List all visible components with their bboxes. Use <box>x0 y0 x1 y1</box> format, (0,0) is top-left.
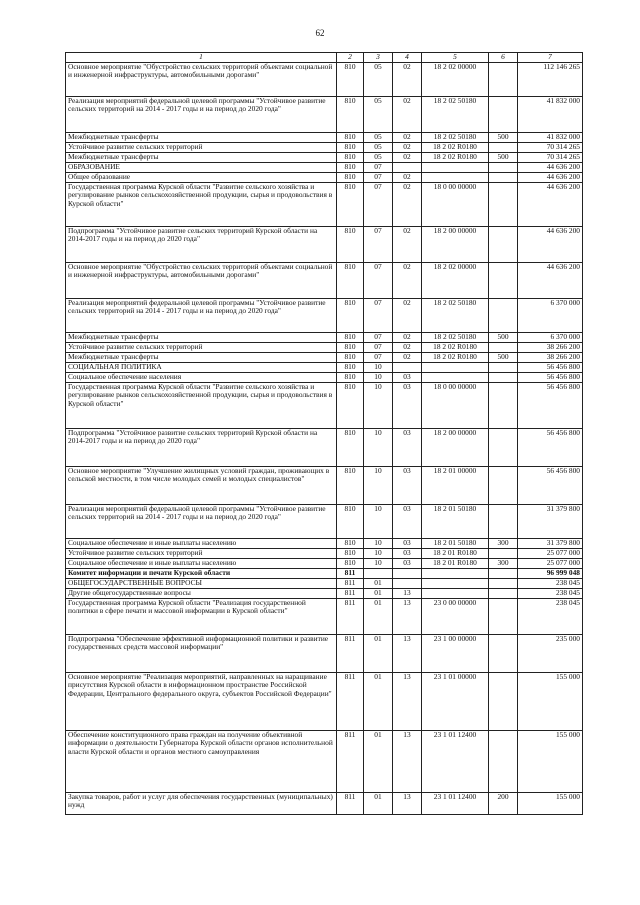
row-label: Реализация мероприятий федеральной целевой программы "Устойчивое развитие сельских территорий на 2014 - 2017 годы и на период до 2020 года" <box>66 299 337 333</box>
cell-subsection-code: 03 <box>393 373 422 383</box>
table-row <box>66 333 583 343</box>
row-label: Социальное обеспечение и иные выплаты населению <box>66 559 337 569</box>
cell-ministry-code: 810 <box>337 429 364 467</box>
cell-subsection-code <box>393 363 422 373</box>
cell-amount: 6 370 000 <box>518 299 583 333</box>
cell-target-article: 18 2 02 50180 <box>422 299 489 333</box>
cell-target-article: 23 1 01 12400 <box>422 793 489 815</box>
table-row <box>66 353 583 363</box>
cell-expense-type <box>489 263 518 299</box>
row-label: Государственная программа Курской области "Развитие сельского хозяйства и регулирование рынков сельскохозяйственной продукции, сырья и продовольствия в Курской области" <box>66 183 337 227</box>
row-label: Реализация мероприятий федеральной целевой программы "Устойчивое развитие сельских территорий на 2014 - 2017 годы и на период до 2020 года" <box>66 505 337 539</box>
cell-section-code: 07 <box>364 353 393 363</box>
cell-expense-type <box>489 343 518 353</box>
column-header: 1 <box>66 53 337 63</box>
cell-section-code: 01 <box>364 635 393 673</box>
cell-section-code: 07 <box>364 263 393 299</box>
cell-subsection-code: 13 <box>393 635 422 673</box>
cell-expense-type <box>489 505 518 539</box>
column-header: 6 <box>489 53 518 63</box>
cell-section-code: 07 <box>364 299 393 333</box>
cell-section-code: 10 <box>364 505 393 539</box>
table-row <box>66 363 583 373</box>
page-number: 62 <box>315 28 325 38</box>
table-row <box>66 173 583 183</box>
table-row <box>66 343 583 353</box>
cell-target-article: 23 1 01 00000 <box>422 673 489 731</box>
cell-subsection-code: 02 <box>393 353 422 363</box>
cell-ministry-code: 810 <box>337 343 364 353</box>
table-row <box>66 539 583 549</box>
cell-amount: 38 266 200 <box>518 353 583 363</box>
cell-target-article: 18 2 02 R0180 <box>422 353 489 363</box>
cell-target-article <box>422 579 489 589</box>
table-row <box>66 635 583 673</box>
row-label: Подпрограмма "Обеспечение эффективной информационной политики и развитие государственных средств массовой информации" <box>66 635 337 673</box>
budget-table <box>65 52 583 815</box>
cell-subsection-code: 13 <box>393 673 422 731</box>
column-header: 3 <box>364 53 393 63</box>
cell-subsection-code: 02 <box>393 299 422 333</box>
cell-section-code: 01 <box>364 731 393 793</box>
row-label: Основное мероприятие "Обустройство сельских территорий объектами социальной и инженерной инфраструктуры, автомобильными дорогами" <box>66 63 337 97</box>
cell-ministry-code: 810 <box>337 549 364 559</box>
table-row <box>66 579 583 589</box>
cell-section-code: 07 <box>364 343 393 353</box>
cell-amount: 56 456 800 <box>518 467 583 505</box>
cell-ministry-code: 810 <box>337 559 364 569</box>
cell-amount: 155 000 <box>518 731 583 793</box>
cell-subsection-code <box>393 163 422 173</box>
cell-section-code: 01 <box>364 793 393 815</box>
cell-subsection-code: 02 <box>393 227 422 263</box>
cell-ministry-code: 811 <box>337 599 364 635</box>
row-label: Основное мероприятие "Обустройство сельских территорий объектами социальной и инженерной инфраструктуры, автомобильными дорогами" <box>66 263 337 299</box>
cell-section-code: 07 <box>364 333 393 343</box>
cell-target-article: 18 2 00 00000 <box>422 429 489 467</box>
cell-subsection-code: 02 <box>393 153 422 163</box>
cell-expense-type <box>489 173 518 183</box>
cell-amount: 25 077 000 <box>518 559 583 569</box>
column-header: 5 <box>422 53 489 63</box>
table-row <box>66 373 583 383</box>
cell-expense-type: 500 <box>489 153 518 163</box>
cell-ministry-code: 810 <box>337 143 364 153</box>
cell-target-article: 18 2 00 00000 <box>422 227 489 263</box>
table-row <box>66 549 583 559</box>
cell-ministry-code: 811 <box>337 589 364 599</box>
cell-target-article <box>422 363 489 373</box>
row-label: Устойчивое развитие сельских территорий <box>66 343 337 353</box>
cell-subsection-code: 03 <box>393 467 422 505</box>
cell-ministry-code: 810 <box>337 153 364 163</box>
cell-expense-type: 500 <box>489 333 518 343</box>
cell-expense-type: 200 <box>489 793 518 815</box>
cell-amount: 31 379 800 <box>518 539 583 549</box>
cell-amount: 31 379 800 <box>518 505 583 539</box>
cell-subsection-code: 13 <box>393 793 422 815</box>
cell-ministry-code: 811 <box>337 569 364 579</box>
cell-target-article: 23 0 00 00000 <box>422 599 489 635</box>
cell-amount: 44 636 200 <box>518 227 583 263</box>
row-label: Подпрограмма "Устойчивое развитие сельских территорий Курской области на 2014-2017 годы и на период до 2020 года" <box>66 429 337 467</box>
row-label: Устойчивое развитие сельских территорий <box>66 549 337 559</box>
cell-expense-type: 500 <box>489 133 518 143</box>
table-row <box>66 429 583 467</box>
cell-ministry-code: 811 <box>337 673 364 731</box>
cell-section-code: 01 <box>364 673 393 731</box>
cell-section-code: 01 <box>364 599 393 635</box>
cell-target-article: 18 2 01 50180 <box>422 505 489 539</box>
cell-section-code: 05 <box>364 153 393 163</box>
cell-target-article: 18 2 02 50180 <box>422 133 489 143</box>
cell-expense-type <box>489 467 518 505</box>
cell-expense-type <box>489 97 518 133</box>
table-row <box>66 227 583 263</box>
cell-ministry-code: 811 <box>337 793 364 815</box>
cell-ministry-code: 810 <box>337 183 364 227</box>
cell-subsection-code: 03 <box>393 383 422 429</box>
cell-target-article <box>422 163 489 173</box>
row-label: Межбюджетные трансферты <box>66 153 337 163</box>
cell-target-article <box>422 589 489 599</box>
cell-target-article: 18 2 01 R0180 <box>422 549 489 559</box>
cell-expense-type <box>489 589 518 599</box>
cell-amount: 44 636 200 <box>518 173 583 183</box>
cell-section-code: 07 <box>364 227 393 263</box>
table-row <box>66 299 583 333</box>
cell-amount: 70 314 265 <box>518 143 583 153</box>
cell-target-article: 18 0 00 00000 <box>422 383 489 429</box>
column-header: 4 <box>393 53 422 63</box>
cell-target-article: 18 2 01 R0180 <box>422 559 489 569</box>
cell-amount: 41 832 000 <box>518 133 583 143</box>
row-label: Другие общегосударственные вопросы <box>66 589 337 599</box>
cell-amount: 235 000 <box>518 635 583 673</box>
cell-expense-type: 500 <box>489 353 518 363</box>
cell-section-code: 10 <box>364 467 393 505</box>
cell-section-code: 05 <box>364 97 393 133</box>
cell-ministry-code: 810 <box>337 299 364 333</box>
cell-amount: 44 636 200 <box>518 163 583 173</box>
cell-target-article: 18 2 01 50180 <box>422 539 489 549</box>
cell-amount: 56 456 800 <box>518 429 583 467</box>
row-label: Обеспечение конституционного права граждан на получение объективной информации о деятельности Губернатора Курской области органов исполнительной власти Курской области и органов местного самоуправления <box>66 731 337 793</box>
cell-amount: 155 000 <box>518 673 583 731</box>
cell-amount: 238 045 <box>518 579 583 589</box>
cell-subsection-code: 02 <box>393 343 422 353</box>
cell-amount: 44 636 200 <box>518 183 583 227</box>
row-label: Межбюджетные трансферты <box>66 353 337 363</box>
cell-subsection-code: 02 <box>393 173 422 183</box>
cell-amount: 44 636 200 <box>518 263 583 299</box>
cell-target-article: 18 2 02 00000 <box>422 263 489 299</box>
cell-subsection-code: 02 <box>393 333 422 343</box>
cell-amount: 6 370 000 <box>518 333 583 343</box>
cell-expense-type <box>489 429 518 467</box>
cell-subsection-code: 02 <box>393 143 422 153</box>
table-row <box>66 793 583 815</box>
cell-expense-type <box>489 579 518 589</box>
table-row <box>66 599 583 635</box>
cell-amount: 96 999 048 <box>518 569 583 579</box>
cell-subsection-code: 03 <box>393 549 422 559</box>
table-row <box>66 467 583 505</box>
table-row <box>66 63 583 97</box>
table-row <box>66 183 583 227</box>
cell-ministry-code: 811 <box>337 635 364 673</box>
cell-subsection-code: 03 <box>393 539 422 549</box>
cell-expense-type <box>489 227 518 263</box>
cell-target-article <box>422 373 489 383</box>
cell-ministry-code: 810 <box>337 383 364 429</box>
row-label: Реализация мероприятий федеральной целевой программы "Устойчивое развитие сельских территорий на 2014 - 2017 годы и на период до 2020 года" <box>66 97 337 133</box>
column-header: 2 <box>337 53 364 63</box>
cell-expense-type <box>489 373 518 383</box>
cell-section-code: 05 <box>364 143 393 153</box>
cell-expense-type <box>489 383 518 429</box>
cell-expense-type <box>489 63 518 97</box>
cell-section-code: 01 <box>364 579 393 589</box>
cell-target-article: 18 2 02 50180 <box>422 333 489 343</box>
row-label: Межбюджетные трансферты <box>66 333 337 343</box>
cell-section-code: 10 <box>364 363 393 373</box>
cell-ministry-code: 810 <box>337 505 364 539</box>
cell-amount: 56 456 800 <box>518 363 583 373</box>
row-label: Социальное обеспечение населения <box>66 373 337 383</box>
row-label: Основное мероприятие "Реализация мероприятий, направленных на наращивание присутствия Курской области в информационном пространстве Российской Федерации, Центрального федерального округа, субъектов Российской Федерации" <box>66 673 337 731</box>
cell-section-code: 01 <box>364 589 393 599</box>
cell-section-code: 10 <box>364 373 393 383</box>
cell-amount: 70 314 265 <box>518 153 583 163</box>
row-label: Социальное обеспечение и иные выплаты населению <box>66 539 337 549</box>
cell-section-code: 10 <box>364 383 393 429</box>
cell-expense-type <box>489 549 518 559</box>
cell-target-article: 23 1 00 00000 <box>422 635 489 673</box>
cell-ministry-code: 810 <box>337 227 364 263</box>
cell-section-code: 05 <box>364 63 393 97</box>
cell-target-article <box>422 173 489 183</box>
cell-amount: 56 456 800 <box>518 373 583 383</box>
cell-expense-type <box>489 183 518 227</box>
table-row <box>66 153 583 163</box>
cell-target-article: 18 2 02 R0180 <box>422 343 489 353</box>
row-label: Основное мероприятие "Улучшение жилищных условий граждан, проживающих в сельской местности, в том числе молодых семей и молодых специалистов" <box>66 467 337 505</box>
cell-expense-type <box>489 731 518 793</box>
cell-ministry-code: 810 <box>337 63 364 97</box>
cell-subsection-code: 02 <box>393 183 422 227</box>
cell-amount: 41 832 000 <box>518 97 583 133</box>
table-row <box>66 589 583 599</box>
cell-subsection-code: 02 <box>393 133 422 143</box>
cell-subsection-code: 03 <box>393 559 422 569</box>
cell-section-code: 07 <box>364 163 393 173</box>
table-row <box>66 263 583 299</box>
cell-target-article: 18 0 00 00000 <box>422 183 489 227</box>
cell-subsection-code: 13 <box>393 731 422 793</box>
cell-expense-type <box>489 599 518 635</box>
cell-expense-type: 300 <box>489 539 518 549</box>
table-row <box>66 143 583 153</box>
cell-section-code: 10 <box>364 559 393 569</box>
cell-subsection-code: 13 <box>393 599 422 635</box>
cell-section-code: 07 <box>364 183 393 227</box>
cell-section-code <box>364 569 393 579</box>
cell-ministry-code: 810 <box>337 539 364 549</box>
cell-target-article: 18 2 02 50180 <box>422 97 489 133</box>
row-label: ОБЩЕГОСУДАРСТВЕННЫЕ ВОПРОСЫ <box>66 579 337 589</box>
table-row <box>66 163 583 173</box>
cell-subsection-code: 03 <box>393 505 422 539</box>
row-label: Подпрограмма "Устойчивое развитие сельских территорий Курской области на 2014-2017 годы и на период до 2020 года" <box>66 227 337 263</box>
row-label: ОБРАЗОВАНИЕ <box>66 163 337 173</box>
cell-section-code: 05 <box>364 133 393 143</box>
cell-section-code: 07 <box>364 173 393 183</box>
cell-expense-type <box>489 299 518 333</box>
cell-expense-type <box>489 363 518 373</box>
cell-subsection-code <box>393 579 422 589</box>
cell-ministry-code: 810 <box>337 333 364 343</box>
cell-expense-type <box>489 635 518 673</box>
cell-section-code: 10 <box>364 429 393 467</box>
cell-subsection-code <box>393 569 422 579</box>
table-row <box>66 559 583 569</box>
cell-amount: 155 000 <box>518 793 583 815</box>
cell-ministry-code: 810 <box>337 467 364 505</box>
cell-expense-type <box>489 163 518 173</box>
cell-subsection-code: 02 <box>393 63 422 97</box>
row-label: Устойчивое развитие сельских территорий <box>66 143 337 153</box>
column-header: 7 <box>518 53 583 63</box>
row-label: Государственная программа Курской области "Развитие сельского хозяйства и регулирование рынков сельскохозяйственной продукции, сырья и продовольствия в Курской области" <box>66 383 337 429</box>
cell-amount: 238 045 <box>518 589 583 599</box>
cell-subsection-code: 03 <box>393 429 422 467</box>
cell-ministry-code: 810 <box>337 133 364 143</box>
cell-subsection-code: 02 <box>393 263 422 299</box>
cell-section-code: 10 <box>364 549 393 559</box>
cell-ministry-code: 811 <box>337 731 364 793</box>
table-row <box>66 505 583 539</box>
cell-expense-type: 300 <box>489 559 518 569</box>
cell-amount: 38 266 200 <box>518 343 583 353</box>
table-body <box>66 63 583 815</box>
table-row <box>66 569 583 579</box>
cell-subsection-code: 13 <box>393 589 422 599</box>
table-row <box>66 97 583 133</box>
row-label: Межбюджетные трансферты <box>66 133 337 143</box>
cell-target-article: 18 2 01 00000 <box>422 467 489 505</box>
cell-amount: 238 045 <box>518 599 583 635</box>
cell-ministry-code: 810 <box>337 373 364 383</box>
cell-ministry-code: 810 <box>337 163 364 173</box>
row-label: Государственная программа Курской области "Реализация государственной политики в сфере печати и массовой информации в Курской области" <box>66 599 337 635</box>
row-label: Комитет информации и печати Курской области <box>66 569 337 579</box>
table-row <box>66 673 583 731</box>
cell-target-article: 23 1 01 12400 <box>422 731 489 793</box>
table-row <box>66 731 583 793</box>
cell-ministry-code: 810 <box>337 363 364 373</box>
cell-target-article: 18 2 02 R0180 <box>422 143 489 153</box>
cell-amount: 112 146 265 <box>518 63 583 97</box>
row-label: Общее образование <box>66 173 337 183</box>
table-row <box>66 383 583 429</box>
cell-ministry-code: 810 <box>337 263 364 299</box>
cell-amount: 56 456 800 <box>518 383 583 429</box>
row-label: СОЦИАЛЬНАЯ ПОЛИТИКА <box>66 363 337 373</box>
cell-expense-type <box>489 673 518 731</box>
cell-expense-type <box>489 143 518 153</box>
cell-expense-type <box>489 569 518 579</box>
cell-amount: 25 077 000 <box>518 549 583 559</box>
column-header-row <box>66 53 583 63</box>
cell-ministry-code: 810 <box>337 173 364 183</box>
row-label: Закупка товаров, работ и услуг для обеспечения государственных (муниципальных) нужд <box>66 793 337 815</box>
cell-ministry-code: 810 <box>337 97 364 133</box>
cell-section-code: 10 <box>364 539 393 549</box>
cell-target-article <box>422 569 489 579</box>
cell-target-article: 18 2 02 R0180 <box>422 153 489 163</box>
table-row <box>66 133 583 143</box>
cell-subsection-code: 02 <box>393 97 422 133</box>
cell-target-article: 18 2 02 00000 <box>422 63 489 97</box>
cell-ministry-code: 811 <box>337 579 364 589</box>
cell-ministry-code: 810 <box>337 353 364 363</box>
